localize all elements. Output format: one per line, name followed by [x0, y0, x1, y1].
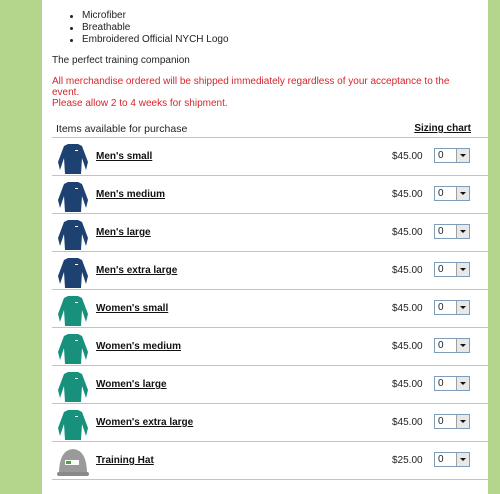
product-name-link[interactable]: Women's medium	[96, 341, 181, 352]
chevron-down-icon[interactable]	[456, 453, 469, 466]
quantity-select[interactable]	[434, 414, 470, 429]
product-row	[52, 366, 488, 404]
quantity-value: 0	[438, 264, 444, 275]
navy-long-sleeve-shirt-icon[interactable]	[55, 140, 91, 174]
chevron-down-icon[interactable]	[456, 415, 469, 428]
sizing-chart-link[interactable]: Sizing chart	[414, 123, 471, 134]
teal-long-sleeve-shirt-icon[interactable]	[55, 406, 91, 440]
shipping-time-notice: Please allow 2 to 4 weeks for shipment.	[52, 98, 228, 109]
left-page-border	[0, 0, 42, 494]
chevron-down-icon[interactable]	[456, 263, 469, 276]
product-content	[42, 0, 488, 494]
navy-long-sleeve-shirt-icon[interactable]	[55, 178, 91, 212]
product-name-link[interactable]: Men's small	[96, 151, 153, 162]
tagline: The perfect training companion	[52, 55, 190, 66]
shipping-notice: All merchandise ordered will be shipped immediately regardless of your acceptance to the event.	[52, 76, 450, 98]
gray-hat-icon[interactable]	[55, 444, 91, 478]
product-price: $45.00	[392, 379, 423, 390]
product-row	[52, 252, 488, 290]
product-name-link[interactable]: Men's large	[96, 227, 151, 238]
chevron-down-icon[interactable]	[456, 225, 469, 238]
quantity-select[interactable]	[434, 148, 470, 163]
navy-long-sleeve-shirt-icon[interactable]	[55, 254, 91, 288]
product-price: $45.00	[392, 189, 423, 200]
quantity-select[interactable]	[434, 376, 470, 391]
chevron-down-icon[interactable]	[456, 377, 469, 390]
navy-long-sleeve-shirt-icon[interactable]	[55, 216, 91, 250]
product-row	[52, 290, 488, 328]
quantity-value: 0	[438, 150, 444, 161]
quantity-select[interactable]	[434, 186, 470, 201]
quantity-value: 0	[438, 188, 444, 199]
chevron-down-icon[interactable]	[456, 301, 469, 314]
product-row	[52, 214, 488, 252]
quantity-value: 0	[438, 302, 444, 313]
right-page-border	[488, 0, 500, 494]
items-header: Items available for purchase	[56, 123, 188, 135]
chevron-down-icon[interactable]	[456, 339, 469, 352]
quantity-value: 0	[438, 378, 444, 389]
product-price: $45.00	[392, 341, 423, 352]
product-name-link[interactable]: Women's small	[96, 303, 169, 314]
teal-long-sleeve-shirt-icon[interactable]	[55, 292, 91, 326]
quantity-select[interactable]	[434, 224, 470, 239]
teal-long-sleeve-shirt-icon[interactable]	[55, 368, 91, 402]
feature-item: Microfiber	[82, 10, 229, 22]
feature-item: Breathable	[82, 22, 229, 34]
product-row	[52, 138, 488, 176]
quantity-select[interactable]	[434, 338, 470, 353]
quantity-select[interactable]	[434, 452, 470, 467]
product-price: $45.00	[392, 303, 423, 314]
product-name-link[interactable]: Women's large	[96, 379, 167, 390]
product-price: $45.00	[392, 417, 423, 428]
quantity-select[interactable]	[434, 262, 470, 277]
quantity-value: 0	[438, 416, 444, 427]
quantity-value: 0	[438, 226, 444, 237]
feature-item: Embroidered Official NYCH Logo	[82, 34, 229, 45]
product-name-link[interactable]: Men's medium	[96, 189, 166, 200]
product-name-link[interactable]: Training Hat	[96, 455, 154, 466]
product-name-link[interactable]: Women's extra large	[96, 417, 194, 428]
quantity-value: 0	[438, 340, 444, 351]
quantity-value: 0	[438, 454, 444, 465]
product-price: $45.00	[392, 265, 423, 276]
product-name-link[interactable]: Men's extra large	[96, 265, 178, 276]
feature-list	[82, 10, 229, 46]
quantity-select[interactable]	[434, 300, 470, 315]
teal-long-sleeve-shirt-icon[interactable]	[55, 330, 91, 364]
row-divider	[52, 479, 488, 480]
chevron-down-icon[interactable]	[456, 187, 469, 200]
product-row	[52, 404, 488, 442]
product-row	[52, 328, 488, 366]
product-row	[52, 442, 488, 480]
product-price: $45.00	[392, 151, 423, 162]
product-price: $25.00	[392, 455, 423, 466]
chevron-down-icon[interactable]	[456, 149, 469, 162]
product-price: $45.00	[392, 227, 423, 238]
product-row	[52, 176, 488, 214]
